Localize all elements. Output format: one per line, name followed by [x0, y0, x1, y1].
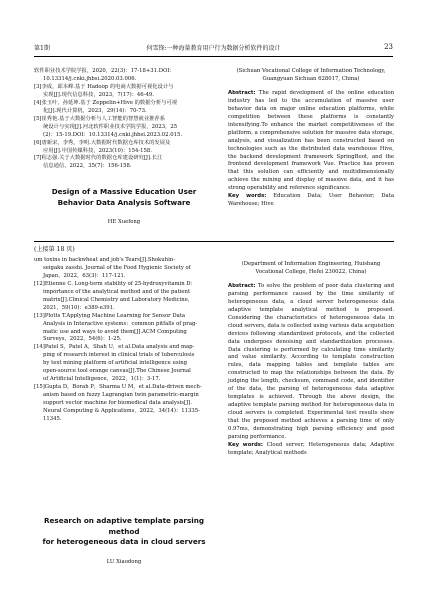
reference-line: [15]Gupta D，Borah P，Sharma U M，et al.Data-driven mech- [34, 384, 202, 391]
reference-entry [34, 140, 214, 156]
reference-line: [14]Patel S，Patel A，Shah U，et al.Data analysis and map- [34, 344, 195, 351]
reference-line: importance of the analytical method and of the patient [43, 288, 191, 295]
reference-line: matic use and ways to avoid them[J].ACM Computing [43, 328, 187, 335]
section-separator [34, 241, 394, 242]
article-en-title [34, 187, 214, 208]
affiliation-line: Vocational College, Hefei 230022, China) [255, 268, 367, 275]
reference-line: 应用[J].中国传媒科技，2023(10)：154-158. [43, 147, 152, 154]
running-header [34, 43, 393, 55]
reference-line: 11345. [43, 416, 62, 423]
abstract [228, 90, 394, 193]
affiliation-line: Guangyuan Sichuan 628017, China) [262, 75, 360, 82]
affiliation [228, 68, 394, 84]
reference-line: um toxins in backwheat and job's Tears[J].Shokuhin- [34, 256, 175, 263]
keywords-text: Education Data; User Behavior; Data Warehouse; Hive [228, 193, 394, 208]
reference-line: 10.13314/j.cnki.jhbsi.2020.03.006. [43, 75, 137, 82]
abstract [228, 283, 394, 442]
top-right-abstract-block [228, 68, 394, 209]
reference-line: ping of research interest in clinical trials of tuberculosis [43, 352, 195, 359]
page-number: 23 [384, 43, 393, 51]
affiliation [228, 261, 394, 277]
reference-line: [6]唐新宋，李秀，李明.大数据时代数据仓库技术的发展及 [34, 139, 171, 146]
article-en-title-line: Design of a Massive Education User [51, 187, 197, 196]
reference-entry [34, 313, 214, 345]
article-en-title-line: Research on adaptive template parsing method [44, 516, 204, 536]
reference-line: by text mining platform of artificial intelligence using [43, 360, 188, 367]
reference-line: Analysis in Interactive systems：common pitfalls of prag- [43, 320, 198, 327]
reference-entry [34, 344, 214, 384]
reference-line: (2)：15-19.DOI：10.13314/j.cnki.jhbsi.2023.02.015. [43, 131, 183, 138]
bottom-left-en-title-block [34, 516, 214, 567]
keywords-text: Cloud server; Heterogeneous data; Adaptive template; Analytical methods [228, 441, 394, 456]
reference-line: 统设计与实现[J].河北软件职业技术学院学报，2023，25 [43, 123, 178, 130]
reference-line: [5]崔秀艳.基于大数据分析与人工智能的智慧就业推荐系 [34, 115, 166, 122]
reference-entry [34, 68, 214, 84]
reference-line: [12]Etienne C. Long-term stability of 25-hydroxyvitamin D： [34, 280, 196, 287]
continued-from-tag: (上接第 18 页) [34, 246, 75, 253]
reference-line: Japan，2022，63(3)：117-121. [43, 272, 126, 279]
header-title: 何雪锋:一种海量教育用户行为数据分析软件的设计 [146, 45, 281, 52]
reference-line: 实现[J].现代信息科技，2023，7(17)：46-49. [43, 91, 154, 98]
abstract-label: Abstract: [228, 89, 256, 96]
reference-line: [13]Plotts T.Applying Machine Learning for Sensor Data [34, 312, 186, 319]
reference-line: support vector machine for biomedical data analysis[J]. [43, 400, 192, 407]
reference-line: [7]程志强.关于大数据时代的数据仓库建设研究[J].长江 [34, 155, 163, 162]
reference-line: seigaku zasshi. Journal of the Food Hygienic Society of [43, 264, 191, 271]
article-en-title-line: Behavior Data Analysis Software [57, 197, 191, 207]
top-left-references [34, 68, 214, 171]
reference-entry [34, 155, 214, 171]
reference-line: anism based on fuzzy Lagrangian twin parametric-margin [43, 392, 199, 399]
keywords-label: Key words: [228, 441, 264, 448]
reference-entry [34, 281, 214, 313]
abstract-text: To solve the problem of poor data clustering and parsing performance caused by the time similarity of heterogeneous data, a cloud server heterogeneous data adaptive template analytical method is proposed. Considering the characteristics of heterogeneous data in cloud servers, data is collected using various data acquisition devices following standardized protocols, and the collected data undergoes denoising and standardization processes. Data clustering is performed by calculating time similarity and value similarity. According to template construction rules, data mapping tables and template tables are constructed to map the relationships between the data. By judging the length, checksum, command code, and identifier of the data, the parsing of heterogeneous data adaptive templates is achieved. Through the above design, the adaptive template parsing method for heterogeneous data in cloud servers is completed. Experimental test results show that the proposed method achieves a parsing time of only 0.97ms, demonstrating high parsing efficiency and good parsing performance. [228, 282, 394, 441]
affiliation-line: (Sichuan Vocational College of Information Technology, [236, 68, 386, 74]
abstract-text: The rapid development of the online education industry has led to the accumulation of massive user behavior data on major online education platforms, while competition between these platforms is constantly intensifying.To enhance the market competitiveness of the platform, a comprehensive solution for massive data storage, analysis, and visualization has been constructed based on technologies such as the distributed data warehouse Hive, the backend development framework SpringBoot, and the frontend development framework Vue. Practice has proven that this solution can efficiently and multidimensionally achieve the mining and display of massive data, and it has strong operability and reference significance. [228, 89, 394, 192]
reference-line: [4]张玉叶，孙延坤.基于 Zeppelin+Hive 的数据分析与可视 [34, 99, 178, 106]
reference-line: Surveys，2022，54(6)：1-25. [43, 336, 122, 343]
reference-line: 2021，59(10)：e389-e391. [43, 304, 115, 311]
reference-line: open-source tool orange canvas[J].The Chinese Journal [43, 368, 191, 375]
reference-line: 软件职业技术学院学报，2020，22(3)：17-18+31.DOI： [34, 68, 175, 74]
reference-entry [34, 100, 214, 116]
article-author: HE Xuefeng [107, 219, 141, 226]
bottom-left-block [34, 246, 214, 424]
top-left-en-title-block [34, 187, 214, 227]
reference-entry [34, 257, 214, 281]
article-en-title [34, 516, 214, 548]
reference-line: [3]李成，邱本峰.基于 Hadoop 的电商大数据可视化设计与 [34, 83, 174, 90]
reference-line: 化[J].现代计算机，2023，29(14)：70-73. [43, 107, 147, 114]
header-rule [34, 56, 393, 57]
reference-entry [34, 384, 214, 424]
keywords [228, 442, 394, 458]
abstract-label: Abstract: [228, 282, 256, 289]
reference-line: 信息通信，2022，35(7)：156-158. [43, 163, 132, 170]
affiliation-line: (Department of Information Engineering, Huishang [241, 261, 381, 267]
bottom-left-references [34, 257, 214, 424]
reference-entry [34, 116, 214, 140]
article-en-title-line: for heterogeneous data in cloud servers [42, 537, 206, 547]
reference-line: matrix[J].Clinical Chemistry and Laboratory Medicine， [43, 296, 194, 303]
article-author: LU Xiaodong [106, 558, 142, 565]
issue-number: 第1期 [34, 45, 50, 52]
reference-entry [34, 84, 214, 100]
keywords-label: Key words: [228, 193, 267, 200]
reference-line: Neural Computing & Applications，2022，34(14)：11335- [43, 408, 200, 415]
bottom-right-abstract-block [228, 261, 394, 458]
reference-line: of Artificial Intelligence，2022，1(1)：3-17. [43, 376, 161, 383]
keywords [228, 193, 394, 209]
